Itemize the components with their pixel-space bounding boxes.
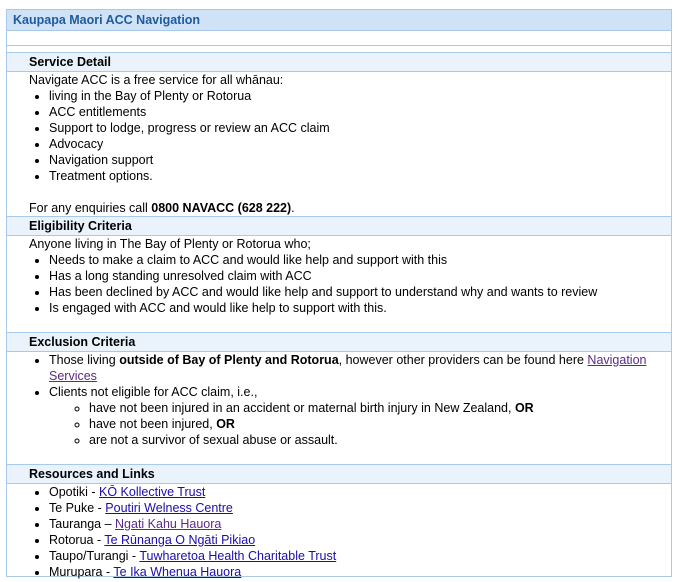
list-item	[49, 384, 661, 448]
enquiry-line	[29, 200, 661, 216]
eligibility-intro: Anyone living in The Bay of Plenty or Rotorua who;	[29, 237, 311, 251]
list-item: • ACC entitlements	[49, 104, 661, 120]
list-item: • Navigation support	[49, 152, 661, 168]
resources-list	[29, 484, 661, 580]
resources-body	[7, 484, 671, 580]
list-item	[49, 500, 661, 516]
list-item: • living in the Bay of Plenty or Rotorua	[49, 88, 661, 104]
eligibility-list	[29, 252, 661, 316]
enquiry-prefix: For any enquiries call	[29, 201, 152, 215]
list-item	[89, 400, 661, 416]
list-item	[49, 532, 661, 548]
list-item	[89, 416, 661, 432]
exclusion-bold: OR	[514, 401, 534, 415]
resource-link[interactable]: Te Rūnanga O Ngāti Pikiao	[104, 533, 256, 547]
list-item: • Treatment options.	[49, 168, 661, 184]
resource-place: Murupara -	[49, 565, 114, 579]
enquiry-suffix: .	[291, 201, 295, 215]
resource-link[interactable]: Te Ika Whenua Hauora	[113, 565, 242, 579]
list-item: • Support to lodge, progress or review an ACC claim	[49, 120, 661, 136]
list-item	[49, 548, 661, 564]
service-list	[29, 88, 661, 184]
eligibility-body	[7, 236, 671, 332]
exclusion-text: Those living	[49, 353, 120, 367]
list-item: • Needs to make a claim to ACC and would like help and support with this	[49, 252, 661, 268]
navigation-services-link[interactable]: Navigation Services	[49, 353, 647, 383]
list-item	[49, 484, 661, 500]
content-panel	[6, 9, 672, 577]
resource-place: Rotorua -	[49, 533, 105, 547]
service-intro: Navigate ACC is a free service for all whānau:	[29, 73, 284, 87]
resource-link[interactable]: KŌ Kollective Trust	[99, 485, 206, 499]
exclusion-bold: outside of Bay of Plenty and Rotorua	[119, 353, 339, 367]
list-item: ◦ are not a survivor of sexual abuse or assault.	[89, 432, 661, 448]
list-item	[49, 516, 661, 532]
eligibility-heading: Eligibility Criteria	[7, 216, 671, 236]
exclusion-body	[7, 352, 671, 464]
resource-link[interactable]: Ngati Kahu Hauora	[115, 517, 222, 531]
resource-link[interactable]: Poutiri Welness Centre	[105, 501, 233, 515]
page-title: Kaupapa Maori ACC Navigation	[7, 10, 671, 31]
list-item: • Is engaged with ACC and would like help to support with this.	[49, 300, 661, 316]
service-detail-heading: Service Detail	[7, 52, 671, 72]
service-detail-body	[7, 72, 671, 216]
resource-link[interactable]: Tuwharetoa Health Charitable Trust	[139, 549, 337, 563]
resource-place: Tauranga –	[49, 517, 116, 531]
exclusion-text: , however other providers can be found here	[338, 353, 588, 367]
exclusion-text: Clients not eligible for ACC claim, i.e.,	[49, 385, 258, 399]
exclusion-list	[29, 352, 661, 448]
exclusion-text: have not been injured in an accident or maternal birth injury in New Zealand,	[89, 401, 515, 415]
exclusion-sublist	[49, 400, 661, 448]
list-item	[49, 352, 661, 384]
exclusion-bold: OR	[216, 417, 235, 431]
list-item: • Has been declined by ACC and would like help and support to understand why and wants to review	[49, 284, 661, 300]
list-item: • Has a long standing unresolved claim with ACC	[49, 268, 661, 284]
resource-place: Te Puke -	[49, 501, 106, 515]
title-spacer	[7, 31, 671, 46]
list-item: • Advocacy	[49, 136, 661, 152]
exclusion-heading: Exclusion Criteria	[7, 332, 671, 352]
resources-heading: Resources and Links	[7, 464, 671, 484]
resource-place: Taupo/Turangi -	[49, 549, 140, 563]
resource-place: Opotiki -	[49, 485, 100, 499]
list-item	[49, 564, 661, 580]
enquiry-number: 0800 NAVACC (628 222)	[151, 201, 292, 215]
exclusion-text: have not been injured,	[89, 417, 217, 431]
